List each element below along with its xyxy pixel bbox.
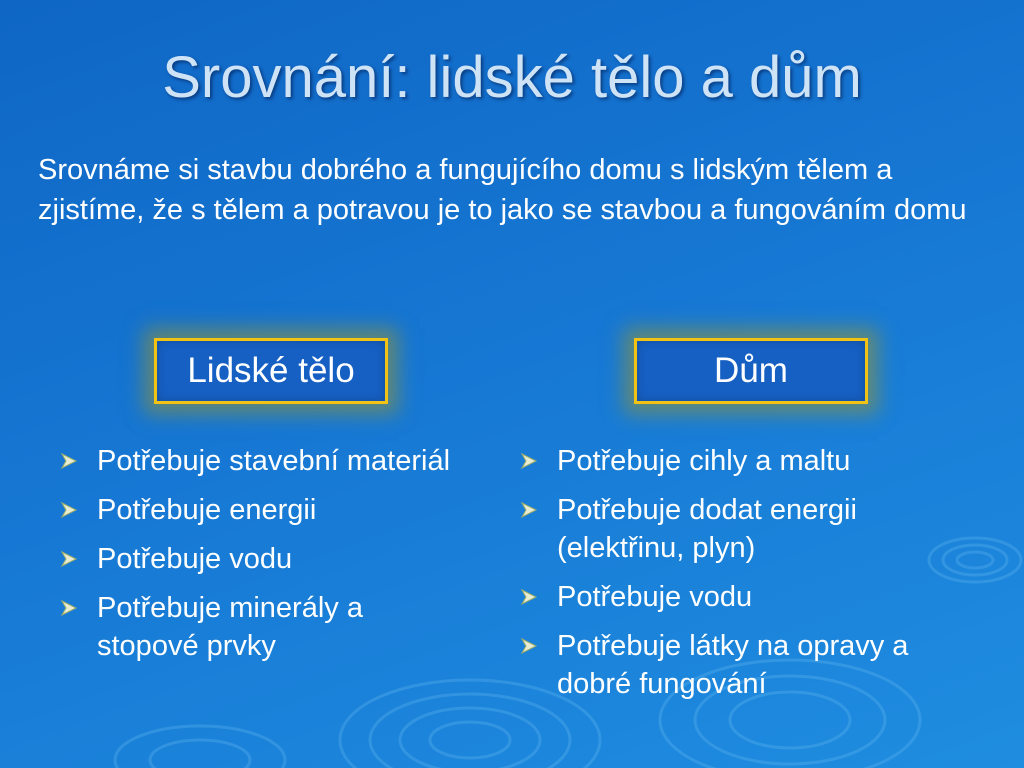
- arrowhead-bullet-icon: [520, 588, 538, 606]
- list-item: [60, 589, 460, 665]
- human-body-list: [60, 442, 460, 676]
- list-item-text: Potřebuje vodu: [97, 543, 293, 575]
- arrowhead-bullet-icon: [60, 452, 78, 470]
- arrowhead-bullet-icon: [60, 599, 78, 617]
- list-item: [60, 442, 460, 480]
- list-item: [60, 491, 460, 529]
- arrowhead-bullet-icon: [520, 501, 538, 519]
- arrowhead-bullet-icon: [60, 501, 78, 519]
- list-item: [60, 540, 460, 578]
- list-item: [520, 491, 990, 567]
- arrowhead-bullet-icon: [60, 550, 78, 568]
- list-item-text: Potřebuje vodu: [557, 581, 753, 613]
- list-item-text: Potřebuje energii: [97, 494, 317, 526]
- slide-title: Srovnání: lidské tělo a dům: [162, 45, 862, 110]
- list-item-text: Potřebuje cihly a maltu: [557, 445, 851, 477]
- list-item-text: Potřebuje minerály a stopové prvky: [97, 592, 363, 662]
- heading-house: Dům: [634, 338, 868, 404]
- arrowhead-bullet-icon: [520, 452, 538, 470]
- list-item: [520, 578, 990, 616]
- house-list: [520, 442, 990, 714]
- list-item-text: Potřebuje stavební materiál: [97, 445, 451, 477]
- heading-human-body: Lidské tělo: [154, 338, 388, 404]
- list-item-text: Potřebuje látky na opravy a dobré fungování: [557, 630, 909, 700]
- list-item: [520, 627, 990, 703]
- intro-paragraph: Srovnáme si stavbu dobrého a fungujícího domu s lidským tělem a zjistíme, že s tělem a potravou je to jako se stavbou a fungováním domu: [38, 154, 967, 226]
- list-item-text: Potřebuje dodat energii (elektřinu, plyn): [557, 494, 857, 564]
- arrowhead-bullet-icon: [520, 637, 538, 655]
- list-item: [520, 442, 990, 480]
